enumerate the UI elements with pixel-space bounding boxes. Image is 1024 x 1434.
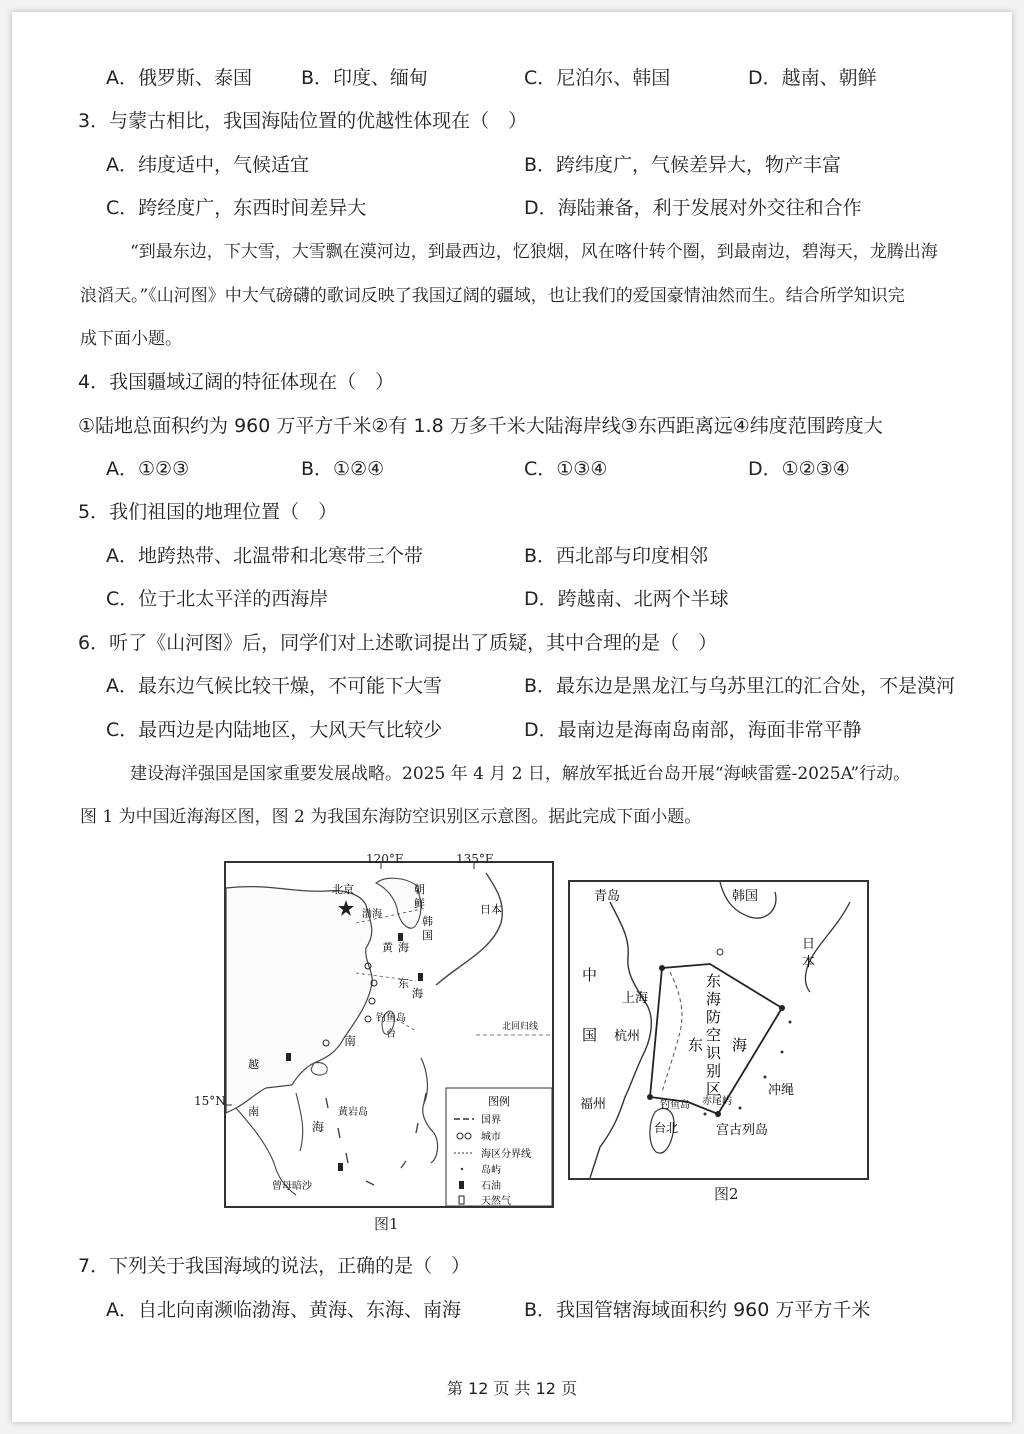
island-dot	[717, 949, 723, 955]
label-adiz-3: 防	[706, 1008, 722, 1026]
philippines-coast	[421, 1058, 438, 1163]
island-dot	[704, 1113, 707, 1116]
label-han: 韩	[422, 915, 433, 928]
q4-option-c: C．①③④	[524, 458, 608, 480]
fig1-lon-135: 135°E	[456, 852, 494, 866]
legend-item-sea-boundary: 海区分界线	[481, 1149, 531, 1160]
passage2-line1: 建设海洋强国是国家重要发展战略。2025 年 4 月 2 日，解放军抵近台岛开展“海峡雷霆-2025A”行动。	[130, 764, 911, 784]
island-dot	[781, 1051, 784, 1054]
legend-item-island: 岛屿	[481, 1165, 501, 1176]
oil-marker	[418, 973, 423, 981]
label-hai: 海	[732, 1036, 748, 1054]
adiz-vertex	[659, 965, 665, 971]
label-huangyandao: 黄岩岛	[338, 1107, 368, 1118]
page-footer: 第 12 页 共 12 页	[446, 1379, 578, 1398]
figure1-map-svg	[226, 863, 552, 1206]
island-dot	[764, 1076, 767, 1079]
label-diaoyudao: 钓鱼岛	[660, 1100, 690, 1111]
label-nanhai-nan: 南	[344, 1034, 357, 1048]
fig1-lat-15: 15°N	[194, 1094, 226, 1108]
fig1-caption: 图1	[374, 1215, 399, 1233]
figure1-china-seas-map	[224, 861, 554, 1208]
label-adiz-5: 识	[706, 1044, 722, 1062]
label-adiz-2: 海	[706, 990, 722, 1008]
label-chaoxian-1: 朝	[414, 883, 425, 896]
oil-marker	[398, 933, 403, 941]
q6-option-a: A．最东边气候比较干燥，不可能下大雪	[106, 675, 442, 697]
q7-option-b: B．我国管辖海域面积约 960 万平方千米	[524, 1299, 871, 1321]
label-chiweiyu: 赤尾屿	[702, 1096, 732, 1107]
q7-option-a: A．自北向南濒临渤海、黄海、东海、南海	[106, 1299, 461, 1321]
label-huanghai-hai: 海	[398, 941, 409, 954]
label-donghai-hai: 海	[412, 987, 423, 1000]
label-qingdao: 青岛	[594, 889, 621, 904]
japan-coast	[436, 873, 502, 985]
city-marker	[365, 1016, 371, 1022]
q3-option-d: D．海陆兼备，利于发展对外交往和合作	[524, 197, 862, 219]
passage2-line2: 图 1 为中国近海海区图，图 2 为我国东海防空识别区示意图。据此完成下面小题。	[80, 807, 702, 827]
passage1-line1: “到最东边，下大雪，大雪飘在漠河边，到最西边，忆狼烟，风在喀什转个圈，到最南边，碧海天，龙腾出海	[130, 242, 938, 262]
label-adiz-7: 区	[706, 1080, 722, 1098]
q6-option-d: D．最南边是海南岛南部，海面非常平静	[524, 719, 862, 741]
label-riben: 日本	[480, 903, 502, 916]
q5-option-d: D．跨越南、北两个半球	[524, 588, 729, 610]
label-zhong: 中	[582, 966, 598, 984]
oil-marker	[286, 1053, 291, 1061]
label-donghai-dong: 东	[398, 977, 409, 990]
q6-option-c: C．最西边是内陆地区，大风天气比较少	[106, 719, 443, 741]
label-bohai: 渤海	[362, 909, 382, 920]
label-chongsheng: 冲绳	[768, 1083, 795, 1098]
label-adiz-4: 空	[706, 1026, 722, 1044]
exam-page	[12, 12, 1012, 1422]
fig1-lon-120: 120°E	[366, 852, 404, 866]
q3-stem: 3．与蒙古相比，我国海陆位置的优越性体现在（ ）	[78, 110, 528, 132]
q7-stem: 7．下列关于我国海域的说法，正确的是（ ）	[78, 1255, 471, 1277]
adiz-vertex	[715, 1111, 721, 1117]
label-yuenan-nan: 南	[248, 1105, 259, 1118]
q4-option-b: B．①②④	[301, 458, 385, 480]
label-chaoxian-2: 鲜	[414, 897, 425, 910]
label-taiwan: 台	[386, 1029, 396, 1040]
legend-item-oil: 石油	[481, 1181, 501, 1192]
label-shanghai: 上海	[622, 991, 649, 1006]
q2-option-b: B．印度、缅甸	[301, 67, 429, 89]
passage1-line3: 成下面小题。	[80, 329, 182, 349]
mainland-shape	[226, 887, 372, 1113]
label-nanhai-hai: 海	[312, 1120, 325, 1134]
q5-option-c: C．位于北太平洋的西海岸	[106, 588, 329, 610]
island-dot	[789, 1021, 792, 1024]
q6-option-b: B．最东边是黑龙江与乌苏里江的汇合处，不是漠河	[524, 675, 956, 697]
legend-item-city: 城市	[481, 1132, 501, 1143]
adiz-vertex	[779, 1005, 785, 1011]
q4-stem: 4．我国疆域辽阔的特征体现在（ ）	[78, 371, 395, 393]
q2-option-a: A．俄罗斯、泰国	[106, 67, 252, 89]
label-guo: 国	[582, 1026, 598, 1044]
label-tropic: 北回归线	[502, 1022, 539, 1032]
q4-statement: ①陆地总面积约为 960 万平方千米②有 1.8 万多千米大陆海岸线③东西距离远④纬度范围跨度大	[78, 415, 883, 437]
q6-stem: 6．听了《山河图》后，同学们对上述歌词提出了质疑，其中合理的是（ ）	[78, 632, 718, 654]
median-line	[662, 972, 682, 1092]
label-taibei: 台北	[654, 1121, 679, 1135]
legend-item-border: 国界	[481, 1115, 501, 1126]
q4-option-a: A．①②③	[106, 458, 190, 480]
label-fuzhou: 福州	[580, 1097, 607, 1112]
city-marker	[369, 998, 375, 1004]
label-riben-r: 日	[802, 937, 816, 952]
label-hanguo: 韩国	[732, 889, 759, 904]
label-guo: 国	[422, 929, 433, 942]
adiz-vertex	[647, 1094, 653, 1100]
q3-option-b: B．跨纬度广，气候差异大，物产丰富	[524, 154, 842, 176]
passage1-line2: 浪滔天。”《山河图》中大气磅礴的歌词反映了我国辽阔的疆域，也让我们的爱国豪情油然而生。结合所学知识完	[80, 286, 905, 306]
label-adiz-1: 东	[706, 972, 722, 990]
label-gongguliedao: 宫古列岛	[716, 1123, 769, 1138]
label-zengmuansha: 曾母暗沙	[272, 1181, 312, 1192]
hainan-shape	[311, 1063, 327, 1075]
legend-island-symbol	[461, 1168, 463, 1170]
legend-title: 图例	[488, 1095, 510, 1108]
figure2-map-svg	[570, 882, 867, 1178]
label-hangzhou: 杭州	[614, 1029, 641, 1044]
q2-option-d: D．越南、朝鲜	[748, 67, 877, 89]
label-riben-b: 本	[802, 955, 816, 970]
q5-option-a: A．地跨热带、北温带和北寒带三个带	[106, 545, 423, 567]
q3-option-a: A．纬度适中，气候适宜	[106, 154, 309, 176]
figure2-adiz-map	[568, 880, 869, 1180]
label-yue: 越	[248, 1058, 259, 1071]
legend-item-gas: 天然气	[481, 1196, 511, 1206]
indochina-coast	[236, 1093, 303, 1195]
oil-marker	[338, 1163, 343, 1171]
q3-option-c: C．跨经度广，东西时间差异大	[106, 197, 367, 219]
label-adiz-6: 别	[706, 1062, 722, 1080]
q5-option-b: B．西北部与印度相邻	[524, 545, 709, 567]
label-diaoyudao: 钓鱼岛	[376, 1013, 406, 1024]
label-beijing: 北京	[332, 883, 354, 896]
q4-option-d: D．①②③④	[748, 458, 850, 480]
island-dot	[739, 1107, 742, 1110]
q2-option-c: C．尼泊尔、韩国	[524, 67, 671, 89]
q5-stem: 5．我们祖国的地理位置（ ）	[78, 501, 338, 523]
label-dong: 东	[688, 1036, 704, 1054]
fig2-caption: 图2	[714, 1185, 739, 1203]
label-huang: 黄	[382, 941, 393, 954]
legend-oil-symbol	[459, 1181, 464, 1189]
